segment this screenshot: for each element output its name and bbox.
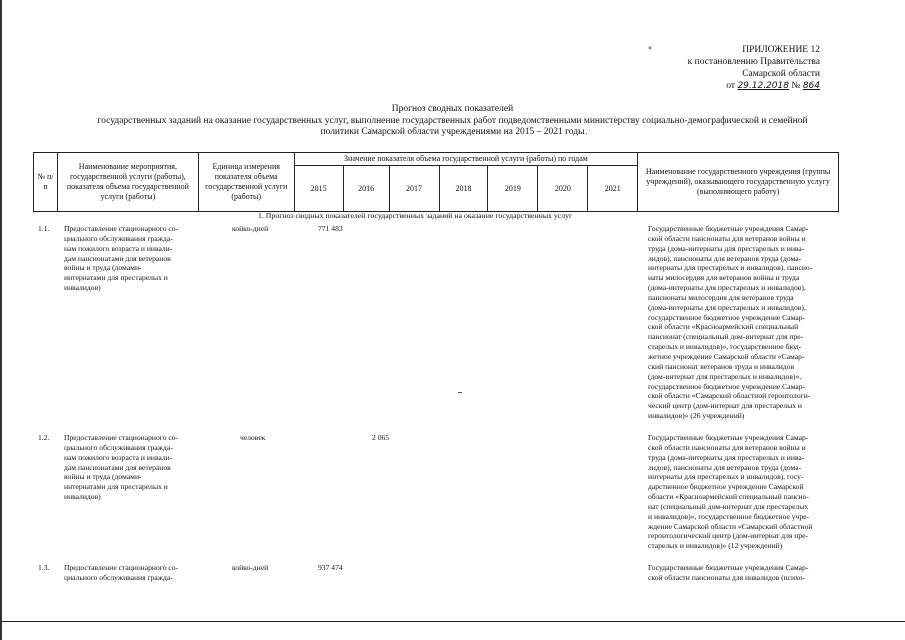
document-title	[40, 104, 865, 139]
row-name-line: интернатами для престарелых и	[64, 482, 168, 492]
row-name-line: циального обслуживания гражда-	[64, 233, 173, 243]
row-name-line: циального обслуживания гражда-	[64, 572, 173, 582]
row-unit: койко-дней	[232, 224, 269, 233]
header-name: Наименование мероприятия, государственной услуги (работы), показателя объема государственной услуги (работы)	[57, 153, 198, 212]
row-name-line: инвалидов)	[64, 283, 101, 293]
row-unit: койко-дней	[232, 563, 269, 572]
header-year: 2020	[538, 166, 588, 212]
header-year: 2021	[588, 166, 638, 212]
inst-line: старелых и инвалидов)» (12 учреждений)	[648, 541, 783, 551]
row-name-line: интернатами для престарелых и	[64, 273, 168, 283]
inst-line: нат (специальный дом-интернат для престарелых	[648, 501, 809, 511]
inst-line: Государственные бюджетные учреждения Самар-	[648, 433, 809, 442]
inst-line: ской области «Красноармейский специальный	[648, 322, 799, 332]
row-name-line: дам пансионатами для ветеранов	[64, 462, 171, 472]
inst-line: ский пансионат ветеранов труда и инвалидов	[648, 361, 795, 371]
appendix-line2: к постановлению Правительства	[687, 57, 820, 67]
row-name-line: нам пожилого возраста и инвали-	[64, 452, 173, 462]
title-line2: государственных заданий на оказание государственных услуг, выполнение государственных работ подведомственными министерству социально-демографической и семейной	[97, 115, 808, 126]
inst-line: ждение Самарской области «Самарский областной	[648, 521, 813, 531]
inst-line: пансионаты милосердия для ветеранов труда	[648, 292, 794, 302]
row-name	[64, 433, 204, 502]
inst-line: интернаты для престарелых и инвалидов), госу-	[648, 472, 804, 482]
row-name-line: Предоставление стационарного со-	[64, 224, 179, 233]
header-year: 2017	[389, 166, 439, 212]
row-number: 1.3.	[38, 563, 50, 572]
appendix-block	[660, 44, 820, 92]
inst-line: Государственные бюджетные учреждения Самар-	[648, 224, 809, 233]
title-line1: Прогноз сводных показателей	[391, 104, 514, 114]
inst-line: (дом-интернат для престарелых и инвалидов)»,	[648, 371, 802, 381]
inst-line: труда (дома-интернаты для престарелых и инва-	[648, 452, 805, 462]
row-name-line: войны и труда (домами-	[64, 472, 142, 482]
inst-line: (дома-интернаты для престарелых и инвалидов),	[648, 283, 806, 293]
appendix-date-line	[660, 80, 820, 92]
row-name-line: войны и труда (домами-	[64, 263, 142, 273]
section-title: 1. Прогноз сводных показателей государственных заданий на оказание государственных услуг	[258, 211, 573, 220]
inst-line: старелых и инвалидов)», государственное бюд-	[648, 342, 802, 352]
inst-line: инвалидов)» (26 учреждений)	[648, 411, 745, 421]
inst-line: жетное учреждение Самарской области «Самар-	[648, 351, 805, 361]
row-name-line: нам пожилого возраста и инвали-	[64, 243, 173, 253]
inst-line: ской области пансионаты для ветеранов войны и	[648, 442, 806, 452]
row-value-2016: 2 065	[372, 433, 390, 442]
appendix-line3: Самарской области	[742, 69, 820, 79]
appendix-number: 864	[802, 81, 820, 91]
inst-line: ческий центр (дом-интернат для престарелых и	[648, 401, 802, 411]
header-year: 2015	[294, 166, 343, 212]
header-year: 2016	[343, 166, 389, 212]
scan-dash	[458, 392, 462, 393]
appendix-title: ПРИЛОЖЕНИЕ 12	[742, 45, 820, 55]
inst-line: (дома-интернаты для престарелых и инвалидов),	[648, 302, 806, 312]
inst-line: Государственные бюджетные учреждения Самар-	[648, 563, 809, 572]
inst-line: интернаты для престарелых и инвалидов), пансио-	[648, 263, 813, 273]
row-name-line: инвалидов)	[64, 492, 101, 502]
inst-line: геронтологический центр (дом-интернат для пре-	[648, 531, 809, 541]
row-number: 1.2.	[38, 433, 50, 442]
row-name-line: Предоставление стационарного со-	[64, 563, 179, 572]
row-institution	[648, 433, 838, 551]
row-name	[64, 563, 204, 583]
inst-line: пансионат (специальный дом-интернат для пре-	[648, 332, 804, 342]
inst-line: и инвалидов)», государственное бюджетное учре-	[648, 511, 810, 521]
header-unit: Единица измерения показателя объема государственной услуги (работы)	[198, 153, 294, 212]
row-value-2015: 771 483	[318, 224, 343, 233]
inst-line: дарственное бюджетное учреждение Самарской	[648, 482, 804, 492]
row-name-line: циального обслуживания гражда-	[64, 442, 173, 452]
appendix-mark: «	[648, 43, 652, 52]
header-year: 2018	[439, 166, 488, 212]
number-prefix: №	[791, 81, 801, 91]
header-institution: Наименование государственного учреждения (группы учреждений), оказывающего государственную услугу (выполняющего работу)	[638, 153, 839, 212]
row-value-2015: 937 474	[318, 563, 343, 572]
inst-line: ской области пансионаты для инвалидов (психо-	[648, 572, 805, 582]
inst-line: ской области пансионаты для ветеранов войны и	[648, 233, 806, 243]
inst-line: государственное бюджетное учреждение Самар-	[648, 381, 806, 391]
header-value-group: Значение показателя объема государственной услуги (работы) по годам	[294, 153, 638, 166]
title-line3: политики Самарской области учреждениями на 2015 – 2021 годы	[320, 127, 585, 137]
inst-line: наты милосердия для ветеранов войны и труда	[648, 273, 800, 283]
row-name	[64, 224, 204, 293]
inst-line: лидов), пансионаты для ветеранов труда (дома-	[648, 253, 802, 263]
inst-line: государственное бюджетное учреждение Самар-	[648, 312, 806, 322]
inst-line: труда (дома-интернаты для престарелых и инва-	[648, 243, 805, 253]
header-num: № п/п	[34, 153, 58, 212]
forecast-table-header	[33, 152, 839, 212]
scan-bottom-edge	[0, 621, 905, 622]
row-unit: человек	[240, 433, 266, 442]
appendix-date: 29.12.2018	[737, 81, 789, 91]
date-prefix: от	[726, 81, 736, 91]
page-left-edge	[0, 0, 2, 640]
inst-line: области «Красноармейский специальный пансио-	[648, 492, 809, 502]
inst-line: ской области «Самарский областной геронтологи-	[648, 391, 811, 401]
row-institution	[648, 224, 838, 421]
row-number: 1.1.	[38, 224, 50, 233]
row-institution	[648, 563, 838, 583]
row-name-line: Предоставление стационарного со-	[64, 433, 179, 442]
header-year: 2019	[488, 166, 538, 212]
row-name-line: дам пансионатами для ветеранов	[64, 253, 171, 263]
inst-line: лидов), пансионаты для ветеранов труда (дома-	[648, 462, 802, 472]
